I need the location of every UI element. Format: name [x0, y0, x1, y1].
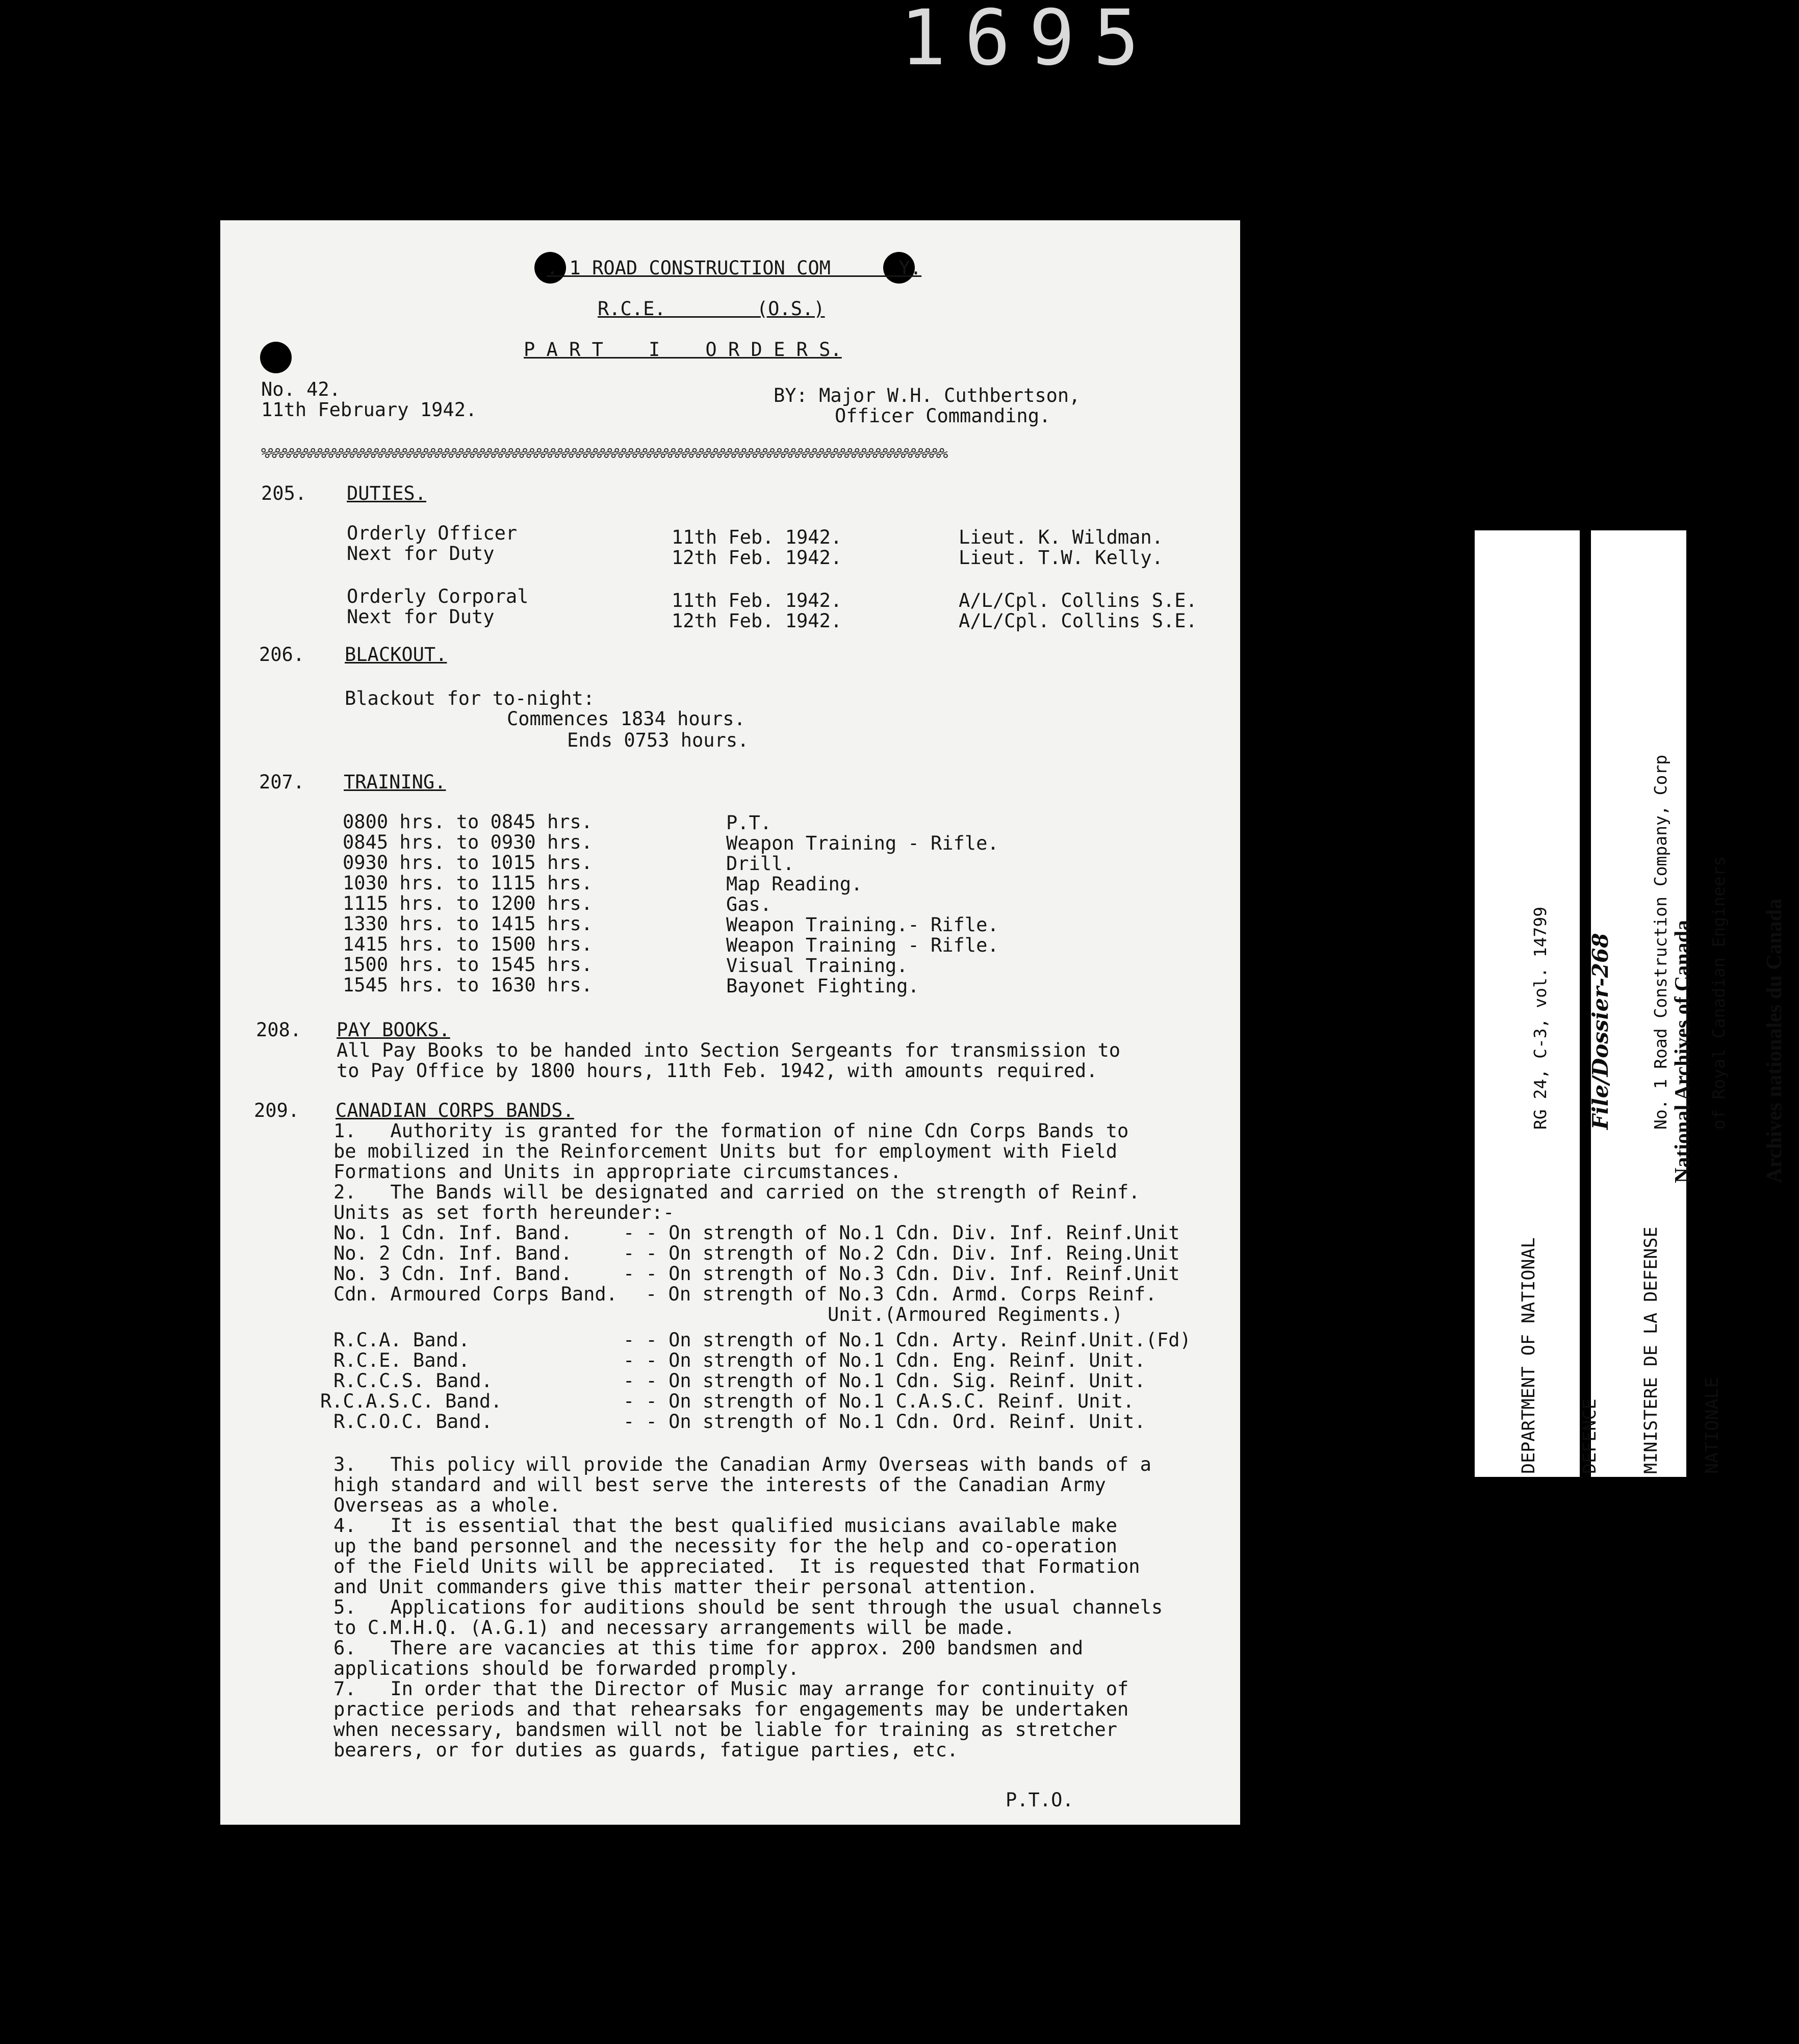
body-line: applications should be forwarded promply.: [333, 1657, 800, 1679]
band-strength: Unit.(Armoured Regiments.): [623, 1304, 1123, 1325]
duty-role: Orderly Officer: [347, 522, 518, 544]
band-strength: - - On strength of No.3 Cdn. Div. Inf. Reinf.Unit: [623, 1263, 1180, 1285]
order-number: No. 42.: [261, 378, 341, 400]
body-line: All Pay Books to be handed into Section Sergeants for transmission to: [337, 1039, 1121, 1061]
department-line: NATIONALE: [1702, 1377, 1723, 1474]
section-title: BLACKOUT.: [345, 644, 447, 666]
band-name: No. 2 Cdn. Inf. Band.: [333, 1242, 572, 1264]
document-page: [220, 220, 1240, 1825]
blackout-line: Blackout for to-night:: [345, 687, 595, 709]
rg-reference: RG 24, C-3, vol. 14799: [1530, 906, 1550, 1130]
body-line: 5. Applications for auditions should be sent through the usual channels: [333, 1596, 1163, 1618]
orders-title: P A R T I O R D E R S.: [524, 339, 842, 361]
body-line: up the band personnel and the necessity for the help and co-operation: [333, 1535, 1118, 1557]
training-subject: Weapon Training - Rifle.: [726, 832, 999, 854]
band-name: R.C.O.C. Band.: [333, 1411, 493, 1433]
band-strength: - - On strength of No.1 Cdn. Div. Inf. Reinf.Unit: [623, 1222, 1180, 1244]
issued-by: BY: Major W.H. Cuthbertson,: [774, 385, 1081, 406]
body-line: 6. There are vacancies at this time for approx. 200 bandsmen and: [333, 1637, 1084, 1659]
training-subject: Weapon Training - Rifle.: [726, 934, 999, 956]
duty-role: Next for Duty: [347, 606, 495, 628]
file-dossier-number: File/Dossier-268: [1588, 933, 1613, 1130]
unit-subtitle: R.C.E. (O.S.): [598, 298, 825, 320]
training-time: 1115 hrs. to 1200 hrs.: [343, 892, 593, 914]
band-strength: - On strength of No.3 Cdn. Armd. Corps Reinf.: [646, 1283, 1157, 1305]
section-title: CANADIAN CORPS BANDS.: [336, 1100, 574, 1121]
training-time: 1545 hrs. to 1630 hrs.: [343, 974, 593, 996]
department-line: DEFENCE: [1580, 1398, 1600, 1474]
training-time: 1330 hrs. to 1415 hrs.: [343, 913, 593, 935]
duty-role: Next for Duty: [347, 543, 495, 565]
body-line: Units as set forth hereunder:-: [333, 1202, 675, 1223]
body-line: Formations and Units in appropriate circumstances.: [333, 1161, 902, 1183]
archive-label: [1475, 530, 1786, 1477]
blackout-line: Ends 0753 hours.: [567, 729, 749, 751]
training-subject: Visual Training.: [726, 955, 908, 977]
punch-hole: [260, 342, 292, 373]
department-line: MINISTERE DE LA DEFENSE: [1641, 1227, 1661, 1474]
band-strength: - - On strength of No.2 Cdn. Div. Inf. Reing.Unit: [623, 1242, 1180, 1264]
section-title: TRAINING.: [344, 771, 446, 793]
training-subject: Bayonet Fighting.: [726, 975, 919, 997]
band-name: No. 3 Cdn. Inf. Band.: [333, 1263, 572, 1285]
body-line: Overseas as a whole.: [333, 1494, 561, 1516]
body-line: 1. Authority is granted for the formation of nine Cdn Corps Bands to: [333, 1120, 1129, 1142]
body-line: 4. It is essential that the best qualified musicians available make: [333, 1515, 1118, 1537]
body-line: be mobilized in the Reinforcement Units but for employment with Field: [333, 1140, 1118, 1162]
band-strength: - - On strength of No.1 C.A.S.C. Reinf. Unit.: [623, 1390, 1135, 1412]
training-time: 1030 hrs. to 1115 hrs.: [343, 872, 593, 894]
body-line: 2. The Bands will be designated and carried on the strength of Reinf.: [333, 1181, 1140, 1203]
section-number: 206.: [259, 644, 305, 666]
band-strength: - - On strength of No.1 Cdn. Ord. Reinf. Unit.: [623, 1411, 1146, 1433]
training-subject: Weapon Training.- Rifle.: [726, 914, 999, 936]
body-line: to C.M.H.Q. (A.G.1) and necessary arrangements will be made.: [333, 1617, 1015, 1639]
training-time: 1500 hrs. to 1545 hrs.: [343, 954, 593, 976]
archives-french: Archives nationales du Canada: [1763, 898, 1786, 1183]
body-line: bearers, or for duties as guards, fatigue parties, etc.: [333, 1739, 959, 1761]
training-subject: Map Reading.: [726, 873, 863, 895]
order-date: 11th February 1942.: [261, 399, 477, 421]
band-name: R.C.A.S.C. Band.: [320, 1390, 502, 1412]
band-name: R.C.C.S. Band.: [333, 1370, 493, 1392]
body-line: 7. In order that the Director of Music may arrange for continuity of: [333, 1678, 1129, 1700]
band-name: R.C.E. Band.: [333, 1349, 470, 1371]
unit-line: of Royal Canadian Engineers: [1709, 856, 1729, 1130]
body-line: when necessary, bandsmen will not be liable for training as stretcher: [333, 1719, 1118, 1741]
band-name: No. 1 Cdn. Inf. Band.: [333, 1222, 572, 1244]
band-name: Cdn. Armoured Corps Band.: [333, 1283, 618, 1305]
training-subject: Gas.: [726, 893, 772, 915]
section-number: 207.: [259, 771, 305, 793]
section-number: 205.: [261, 482, 307, 504]
training-time: 1415 hrs. to 1500 hrs.: [343, 933, 593, 955]
body-line: 3. This policy will provide the Canadian Army Overseas with bands of a: [333, 1453, 1151, 1475]
duty-date: 12th Feb. 1942.: [672, 547, 842, 569]
duty-date: 11th Feb. 1942.: [672, 590, 842, 611]
section-number: 209.: [254, 1100, 300, 1121]
body-line: and Unit commanders give this matter their personal attention.: [333, 1576, 1038, 1598]
training-time: 0845 hrs. to 0930 hrs.: [343, 831, 593, 853]
duty-date: 11th Feb. 1942.: [672, 526, 842, 548]
section-title: PAY BOOKS.: [337, 1019, 450, 1041]
page-turn-note: P.T.O.: [1006, 1789, 1074, 1811]
archives-block: [1606, 724, 1799, 1183]
training-subject: Drill.: [726, 853, 794, 875]
training-time: 0930 hrs. to 1015 hrs.: [343, 852, 593, 874]
band-strength: - - On strength of No.1 Cdn. Sig. Reinf. Unit.: [623, 1370, 1146, 1392]
archives-english: National Archives of Canada: [1671, 919, 1694, 1183]
section-number: 208.: [256, 1019, 302, 1041]
separator-line: %%%%%%%%%%%%%%%%%%%%%%%%%%%%%%%%%%%%%%%%%%%%%%%%%%%%%%%%%%%%%%%%%%%%%%%%%%%%%%%%%%%%%%%%%%%%%%%%%: [261, 445, 947, 458]
body-line: to Pay Office by 1800 hours, 11th Feb. 1942, with amounts required.: [337, 1060, 1098, 1082]
duty-name: Lieut. T.W. Kelly.: [959, 547, 1163, 569]
section-title: DUTIES.: [347, 482, 426, 504]
training-time: 0800 hrs. to 0845 hrs.: [343, 811, 593, 833]
unit-line: No. 1 Road Construction Company, Corp: [1651, 754, 1670, 1130]
band-name: R.C.A. Band.: [333, 1329, 470, 1351]
band-strength: - - On strength of No.1 Cdn. Eng. Reinf. Unit.: [623, 1349, 1146, 1371]
band-strength: - - On strength of No.1 Cdn. Arty. Reinf.Unit.(Fd): [623, 1329, 1191, 1351]
duty-date: 12th Feb. 1942.: [672, 610, 842, 632]
training-subject: P.T.: [726, 812, 772, 834]
duty-name: A/L/Cpl. Collins S.E.: [959, 610, 1197, 632]
reel-number: 1695: [900, 0, 1158, 76]
unit-title: . 1 ROAD CONSTRUCTION COM Y.: [547, 257, 922, 279]
duty-name: A/L/Cpl. Collins S.E.: [959, 590, 1197, 611]
duty-name: Lieut. K. Wildman.: [959, 526, 1163, 548]
body-line: high standard and will best serve the interests of the Canadian Army: [333, 1474, 1106, 1496]
body-line: practice periods and that rehearsaks for engagements may be undertaken: [333, 1698, 1129, 1720]
department-line: DEPARTMENT OF NATIONAL: [1519, 1237, 1539, 1474]
officer-title: Officer Commanding.: [835, 405, 1051, 427]
body-line: of the Field Units will be appreciated. It is requested that Formation: [333, 1555, 1140, 1577]
blackout-line: Commences 1834 hours.: [507, 708, 746, 730]
duty-role: Orderly Corporal: [347, 585, 529, 607]
